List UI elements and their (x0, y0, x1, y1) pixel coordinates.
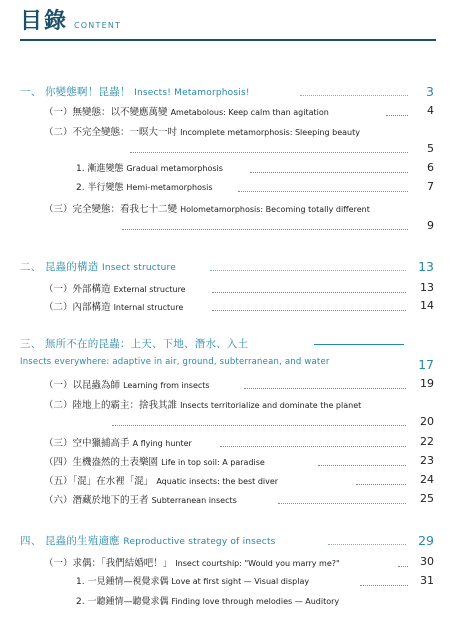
toc-chapter-4[interactable] (0, 533, 464, 551)
page-number: 24 (420, 473, 434, 486)
toc-section[interactable] (0, 396, 464, 434)
page-number: 5 (427, 142, 434, 155)
toc-subsection[interactable] (0, 161, 464, 179)
page-number: 6 (427, 161, 434, 174)
title-rule (314, 344, 404, 345)
page-number: 7 (427, 180, 434, 193)
dot-leader (112, 425, 406, 426)
page-number: 30 (420, 555, 434, 568)
page-number: 31 (420, 574, 434, 587)
entry-label: （三）完全變態：看我七十二變 Holometamorphosis: Becoming totally different (44, 204, 370, 215)
entry-label-en: Insects everywhere: adaptive in air, ground, subterranean, and water (20, 357, 330, 367)
page-number: 23 (420, 454, 434, 467)
entry-label: 2. 半行變態 Hemi-metamorphosis (76, 183, 213, 193)
dot-leader (318, 465, 406, 466)
page-number: 14 (420, 299, 434, 312)
toc-section[interactable] (0, 200, 464, 238)
entry-label: （一）外部構造 External structure (44, 284, 186, 295)
entry-label: （四）生機盎然的土表樂園 Life in top soil: A paradise (44, 457, 265, 468)
entry-label: 1. 一見鍾情—視覺求偶 Love at first sight — Visual display (76, 577, 310, 587)
toc-section[interactable] (0, 299, 464, 317)
page-number: 3 (426, 84, 434, 99)
entry-label: （一）求偶：「我們結婚吧！」 Insect courtship: "Would you marry me?" (44, 558, 340, 569)
toc-section[interactable] (0, 473, 464, 491)
toc-subsection[interactable] (0, 574, 464, 592)
entry-label: 2. 一聽鍾情—聽覺求偶 Finding love through melodies — Auditory (76, 597, 340, 607)
toc-section[interactable] (0, 435, 464, 453)
dot-leader (250, 172, 408, 173)
dot-leader (220, 446, 406, 447)
toc-section[interactable] (0, 281, 464, 299)
toc-header (20, 4, 121, 38)
dot-leader (210, 270, 406, 271)
toc-chapter-3[interactable] (0, 336, 464, 376)
entry-label: 四、 昆蟲的生殖適應 Reproductive strategy of insects (20, 535, 276, 547)
toc-section[interactable] (0, 377, 464, 395)
toc-chapter-1[interactable] (0, 84, 464, 102)
toc-chapter-2[interactable] (0, 259, 464, 277)
page-number: 22 (420, 435, 434, 448)
dot-leader (278, 503, 406, 504)
entry-label: （六）潛藏於地下的王者 Subterranean insects (44, 495, 237, 506)
entry-label: 1. 漸進變態 Gradual metamorphosis (76, 164, 223, 174)
entry-label: （三）空中獵捕高手 A flying hunter (44, 438, 192, 449)
title-underline (20, 39, 436, 41)
dot-leader (356, 484, 406, 485)
page-number: 13 (418, 259, 434, 274)
page-title: 目錄 (20, 9, 69, 34)
dot-leader (212, 310, 406, 311)
dot-leader (398, 566, 408, 567)
toc-section[interactable] (0, 454, 464, 472)
dot-leader (238, 191, 408, 192)
toc-section[interactable] (0, 123, 464, 161)
page-number: 20 (420, 415, 434, 428)
dot-leader (360, 585, 408, 586)
toc-section[interactable] (0, 492, 464, 510)
dot-leader (300, 95, 408, 96)
toc-subsection[interactable] (0, 594, 464, 612)
entry-label: 二、 昆蟲的構造 Insect structure (20, 261, 176, 273)
page-number: 17 (418, 357, 434, 372)
entry-label: （五）「混」在水裡「混」 Aquatic insects: the best diver (44, 476, 279, 487)
entry-label: （一）無變態：以不變應萬變 Ametabolous: Keep calm than agitation (44, 107, 329, 118)
page-number: 9 (427, 219, 434, 232)
entry-label: （二）內部構造 Internal structure (44, 302, 184, 313)
toc-section[interactable] (0, 555, 464, 573)
dot-leader (130, 152, 408, 153)
page-number: 19 (420, 377, 434, 390)
entry-label: （二）不完全變態：一暝大一吋 Incomplete metamorphosis: Sleeping beauty (44, 127, 360, 138)
page-number: 29 (418, 533, 434, 548)
dot-leader (122, 229, 408, 230)
page-number: 25 (420, 492, 434, 505)
page-number: 4 (427, 104, 434, 117)
dot-leader (328, 544, 406, 545)
entry-label: 一、 你變態啊！昆蟲！ Insects! Metamorphosis! (20, 86, 250, 98)
toc-section[interactable] (0, 104, 464, 122)
toc-subsection[interactable] (0, 180, 464, 198)
page-number: 13 (420, 281, 434, 294)
dot-leader (212, 292, 406, 293)
entry-label-zh: 三、 無所不在的昆蟲：上天、下地、潛水、入土 (20, 338, 249, 350)
entry-label: （一）以昆蟲為師 Learning from insects (44, 380, 210, 391)
page-subtitle: CONTENT (74, 21, 122, 30)
dot-leader (244, 388, 406, 389)
dot-leader (386, 115, 408, 116)
entry-label: （二）陸地上的霸主：捨我其誰 Insects territorialize and dominate the planet (44, 400, 362, 411)
